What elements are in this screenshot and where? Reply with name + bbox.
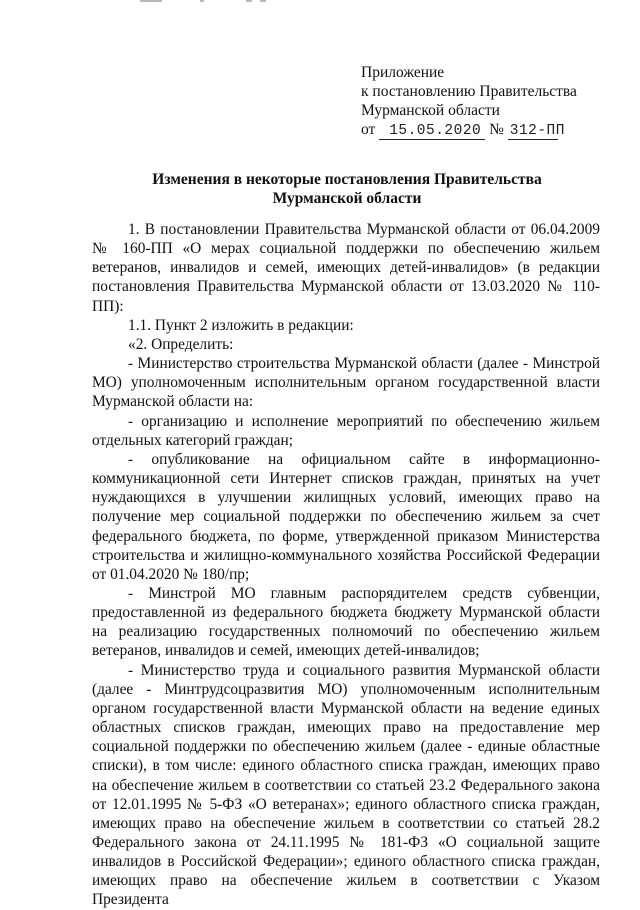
paragraph: - организацию и исполнение мероприятий по обеспечению жильем отдельных категорий граждан; [92,412,600,449]
paragraph: - Министерство строительства Мурманской области (далее - Минстрой МО) уполномоченным исполнительным органом государственной власти Мурманской области на: [92,355,600,411]
appendix-line-2: к постановлению Правительства [361,83,577,100]
paragraph: - Минстрой МО главным распорядителем средств субвенции, предоставленной из федерального бюджета бюджету Мурманской области на реализацию государственных полномочий по обеспечению жильем ветеранов, инвалидов и семей, имеющих детей-инвалидов; [92,584,600,660]
document-heading [92,170,602,208]
paragraph: - Министерство труда и социального развития Мурманской области (далее - Минтрудсоцразвития МО) уполномоченным исполнительным органом государственной власти Мурманской области на ведение единых областных списков граждан, имеющих право на предоставление мер социальной поддержки по обеспечению жильем (далее - единые областные списки), в том числе: единого областного списка граждан, имеющих право на обеспечение жильем в соответствии со статьей 23.2 Федерального закона от 12.01.1995 № 5-ФЗ «О ветеранах»; единого областного списка граждан, имеющих право на обеспечение жильем в соответствии со статьей 28.2 Федерального закона от 24.11.1995 № 181-ФЗ «О социальной защите инвалидов в Российской Федерации»; единого областного списка граждан, имеющих право на обеспечение жильем в соответствии с Указом Президента [92,661,600,909]
decree-date: 15.05.2020 [379,124,485,140]
appendix-date-line [361,121,565,139]
number-label: № [489,121,504,138]
heading-line-1: Изменения в некоторые постановления Правительства [152,171,542,188]
appendix-title: Приложение [361,64,445,81]
paragraph: 1.1. Пункт 2 изложить в редакции: [128,316,354,334]
appendix-block [361,63,621,140]
heading-line-2: Мурманской области [272,190,422,207]
scan-artifact-marks [140,0,300,6]
from-label: от [361,121,376,138]
decree-number: 312-ПП [509,123,565,139]
document-body [92,220,600,910]
appendix-line-3: Мурманской области [361,102,500,119]
paragraph: 1. В постановлении Правительства Мурманской области от 06.04.2009 № 160-ПП «О мерах социальной поддержки по обеспечению жильем ветеранов, инвалидов и семей, имеющих детей-инвалидов» (в редакции постановления Правительства Мурманской области от 13.03.2020 № 110-ПП): [92,221,600,315]
paragraph: - опубликование на официальном сайте в информационно-коммуникационной сети Интернет списков граждан, принятых на учет нуждающихся в улучшении жилищных условий, имеющих право на получение мер социальной поддержки по обеспечению жильем за счет федерального бюджета, по форме, утвержденной приказом Министерства строительства и жилищно-коммунального хозяйства Российской Федерации от 01.04.2020 № 180/пр; [92,450,600,583]
paragraph: «2. Определить: [128,335,234,353]
